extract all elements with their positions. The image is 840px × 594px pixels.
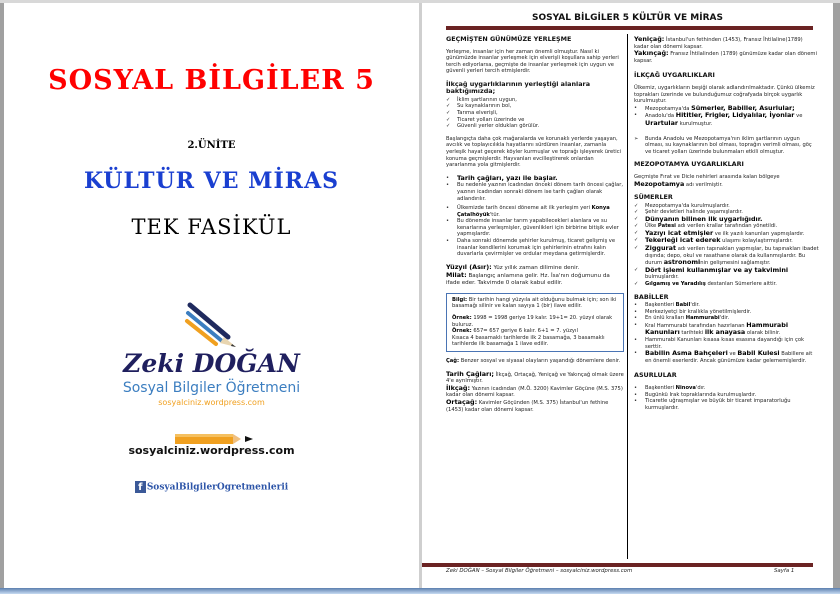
author-site: sosyalciniz.wordpress.com <box>158 398 265 407</box>
para-cag: Çağ: Benzer sosyal ve siyasal olayların yaşandığı dönemlere denir. <box>446 358 621 364</box>
list-item: ✓ İklim şartlarının uygun, <box>446 96 517 103</box>
bullet-icon: • <box>446 182 450 189</box>
list-item: • Ülkemizde tarih öncesi döneme ait ilk yerleşim yeri Konya Çatalhöyük'tür. <box>446 205 610 218</box>
list-item: • Babilin Asma Bahçeleri ve Babil Kulesi Babillere ait en önemli eserlerdir. Ancak günümüze kadar gelememişlerdir. <box>634 349 813 364</box>
list-item: ✓ Dört işlemi kullanmışlar ve ay takvimini bulmuşlardır. <box>634 265 789 281</box>
check-icon: ✓ <box>446 96 451 103</box>
bullet-icon: • <box>634 315 638 322</box>
list-item: ✓ Şehir devletleri halinde yaşamışlardır. <box>634 209 743 216</box>
heading-ilkcag-civ: İLKÇAĞ UYGARLIKLARI <box>634 71 715 80</box>
facebook-link[interactable] <box>4 481 419 493</box>
list-item: ✓ Güvenli yerler oldukları görülür. <box>446 123 540 130</box>
column-left <box>446 36 624 419</box>
bullet-icon: • <box>446 174 450 181</box>
arrow-list <box>634 136 819 156</box>
bullet-icon: • <box>634 308 638 315</box>
bullet-icon: • <box>634 104 638 111</box>
bullet-icon: • <box>634 321 638 328</box>
heading-ilkcag-areas: İlkçağ uygarlıklarının yerleştiği alanlara baktığımızda; <box>446 79 591 96</box>
check-icon: ✓ <box>634 266 639 273</box>
list-item: ✓ Tarıma elverişli, <box>446 109 498 116</box>
list-item: ✓ Ticaret yolları üzerinde ve <box>446 116 525 123</box>
check-icon: ✓ <box>634 237 639 244</box>
list-item: ✓ Gılgamış ve Yaradılış destanları Sümerlere aittir. <box>634 281 777 288</box>
list-item: ✓ Tekerleği icat ederek ulaşımı kolaylaştırmışlardır. <box>634 236 793 245</box>
para-caves: Başlangıçta daha çok mağaralarda ve korunaklı yerlerde yaşayan, avcılık ve toplayıcılıkla hayatlarını sürdüren insanlar, zamanla yerleşik hayat geçerek köyler kurmuşlar ve toprağı işleyerek üretici konuma geçmişlerdir. Hayvanları evcilleştirerek onlardan yararlanma yola gitmişlerdir. <box>446 135 621 169</box>
heading-mesopotamia: MEZOPOTAMYA UYGARLIKLARI <box>634 160 744 169</box>
heading-babil: BABİLLER <box>634 292 669 301</box>
para-century-milat: Yüzyıl (Asır): Yüz yıllık zaman dilimine denir. Milat: Başlangıç anlamına gelir. Hz. İsa'nın doğumunu da ifade eder. Takvimde 0 olarak kabul edilir. <box>446 262 610 286</box>
facebook-icon: f <box>135 481 146 493</box>
list-item: • Daha sonraki dönemde şehirler kurulmuş, ticaret gelişmiş ve insanlar kendilerini korumak için şehirlerinin etrafını kalın duvarlarla çevirmişler ve ordular meydana getirmişlerdir. <box>446 238 616 258</box>
list-item: ✓ Su kaynaklarının bol, <box>446 103 512 110</box>
bullet-list-history <box>446 175 624 202</box>
facebook-page-name: SosyalBilgilerOgretmenlerii <box>146 482 289 493</box>
check-icon: ✓ <box>634 229 639 236</box>
list-item: • Mezopotamya'da Sümerler, Babiller, Asurlular; <box>634 103 795 112</box>
bullet-list-civ <box>634 105 819 128</box>
site-link[interactable]: sosyalciniz.wordpress.com <box>128 444 295 457</box>
arrow-icon: ➢ <box>634 135 639 142</box>
check-icon: ✓ <box>634 223 639 230</box>
list-item: ✓ Ülke Patesi adı verilen krallar tarafından yönetildi. <box>634 223 778 230</box>
info-box: Bilgi: Bir tarihin hangi yüzyıla ait olduğunu bulmak için; son iki basamağı silinir ve kalan sayıya 1 (bir) ilave edilir. Örnek: 1998 = 1998 geriye 19 kalır. 19+1= 20. yüzyıl olarak buluruz. Örnek: 657= 657 geriye 6 kalır. 6+1 = 7. yüzyıl Kısaca 4 basamaklı tarihlerde ilk 2 basamağa, 3 basamaklı tarihlerde ilk basamağa 1 ilave edilir. <box>446 293 624 352</box>
list-item: • Anadolu'da Hititler, Frigler, Lidyalılar, İyonlar ve Urartular kurulmuştur. <box>634 111 803 127</box>
bullet-list-settlement <box>446 205 624 258</box>
para-civ: Ülkemiz, uygarlıkların beşiği olarak adlandırılmaktadır. Çünkü ülkemiz toprakları üzerinde ve bulunduğumuz coğrafyada birçok uygarlık kurulmuştur. <box>634 84 815 105</box>
check-icon: ✓ <box>634 215 639 222</box>
cover-fascicle: TEK FASİKÜL <box>131 215 292 239</box>
list-item: ✓ Dünyanın bilinen ilk uygarlığıdır. <box>634 214 763 223</box>
bullet-icon: • <box>446 218 450 225</box>
list-item: ✓ Mezopotamya'da kurulmuşlardır. <box>634 202 730 209</box>
check-list <box>446 97 624 130</box>
check-icon: ✓ <box>446 116 451 123</box>
bullet-icon: • <box>446 205 450 212</box>
check-icon: ✓ <box>634 209 639 216</box>
page-footer: Zeki DOĞAN – Sosyal Bilgiler Öğretmeni – sosyalciniz.wordpress.com <box>446 568 633 574</box>
para-mesopotamia: Geçmişte Fırat ve Dicle nehirleri arasında kalan bölgeye Mezopotamya adı verilmiştir. <box>634 173 780 188</box>
author-name: Zeki DOĞAN <box>123 349 300 378</box>
pencil-logo-icon <box>184 301 244 351</box>
list-item: • Bu nedenle yazının icadından önceki dönem tarih öncesi çağlar, yazının icadından sonraki dönem ise tarih çağları olarak adlandırılır. <box>446 182 624 202</box>
content-page <box>422 3 833 588</box>
check-icon: ✓ <box>634 245 639 252</box>
list-item: • Tarih çağları, yazı ile başlar. <box>446 173 558 182</box>
bullet-icon: • <box>634 337 638 343</box>
babil-list <box>634 302 819 364</box>
bullet-icon: • <box>446 238 450 245</box>
list-item: • Başkentleri Babil'dir. <box>634 302 700 309</box>
list-item: • Bu dönemde insanlar tarım yapabilecekleri alanlara ve su kenarlarına yerleşmişler, güvenlikleri için birbirine bitişik evler yapmışlardır. <box>446 218 619 238</box>
heading-sumer: SÜMERLER <box>634 193 673 202</box>
list-item: • Bugünkü Irak topraklarında kurulmuşlardır. <box>634 391 757 398</box>
header-rule <box>446 26 813 30</box>
author-role: Sosyal Bilgiler Öğretmeni <box>122 380 301 396</box>
list-item: ✓ Yazıyı icat etmişler ve ilk yazılı kanunları yapmışlardır. <box>634 228 805 237</box>
para-settlement: Yerleşme, insanlar için her zaman önemli olmuştur. Nasıl ki günümüzde insanlar yerleşmek için elverişli koşullara sahip yerleri tercih ediyorlarsa, geçmişte de insanlar yerleşmek için uygun ve güvenli yerleri tercih etmişlerdir. <box>446 48 619 75</box>
list-item: • Kral Hammurabi tarafından hazırlanan Hammurabi Kanunları tarihteki ilk anayasa olarak bilinir. <box>634 320 789 337</box>
para-ages: Tarih Çağları; İlkçağ, Ortaçağ, Yeniçağ ve Yakınçağ olmak üzere 4'e ayrılmıştır. İlkçağ: Yazının icadından (M.Ö. 3200) Kavimler Göçüne (M.S. 375) kadar olan dönemi kapsar. Ortaçağ: Kavimler Göçünden (M.S. 375) İstanbul'un fethine (1453) kadar olan dönemi kapsar. <box>446 369 624 413</box>
cover-title: SOSYAL BİLGİLER 5 <box>48 65 375 96</box>
list-item: • Merkeziyetçi bir krallıkla yönetilmişlerdir. <box>634 308 752 315</box>
heading-settlement: GEÇMİŞTEN GÜNÜMÜZE YERLEŞME <box>446 35 572 43</box>
bullet-icon: • <box>634 112 638 119</box>
list-item: • Hammurabi Kanunları kısasa kısas esasına dayandığı için çok serttir. <box>634 337 805 350</box>
bullet-icon: • <box>634 350 638 357</box>
bullet-icon: • <box>634 391 638 398</box>
list-item: • En ünlü kralları Hammurabi'dir. <box>634 315 730 322</box>
page-header: SOSYAL BİLGİLER 5 KÜLTÜR VE MİRAS <box>532 13 723 23</box>
cover-unit: 2.ÜNİTE <box>187 140 236 151</box>
bullet-icon: • <box>634 398 638 405</box>
bullet-icon: • <box>634 384 638 391</box>
heading-asur: ASURLULAR <box>634 371 677 380</box>
list-item: • Başkentleri Ninova'dır. <box>634 384 706 391</box>
check-icon: ✓ <box>446 123 451 130</box>
column-right <box>634 36 819 417</box>
check-icon: ✓ <box>634 281 639 288</box>
check-icon: ✓ <box>634 202 639 209</box>
asur-list <box>634 385 819 411</box>
bullet-icon: • <box>634 302 638 309</box>
check-icon: ✓ <box>446 103 451 110</box>
list-item: • Ticaretle uğraşmışlar ve büyük bir ticaret imparatorluğu kurmuşlardır. <box>634 398 791 411</box>
list-item: ➢ Bunda Anadolu ve Mezopotamya'nın iklim şartlarının uygun olması, su kaynaklarının bol olması, toprağın verimli olması, göç ve ticaret yolları üzerinde bulunmaları etkili olmuştur. <box>634 135 812 155</box>
cover-subtitle: KÜLTÜR VE MİRAS <box>83 168 340 194</box>
footer-rule <box>422 563 813 567</box>
viewer-bottom-bar <box>0 588 840 594</box>
check-icon: ✓ <box>446 109 451 116</box>
page-number: Sayfa 1 <box>774 568 795 574</box>
sumer-list <box>634 203 819 288</box>
para-new-ages: Yeniçağ: İstanbul'un fethinden (1453), Fransız İhtilaline(1789) kadar olan dönemi kapsar. Yakınçağ: Fransız İhtilalinden (1789) günümüze kadar olan dönemi kapsar. <box>634 35 817 64</box>
list-item: ✓ Ziggurat adı verilen tapınakları yapmışlar, bu tapınakları ibadet dışında; depo, okul ve rasathane olarak da kullanmışlardır. Bu durum astronominin gelişmesini sağlamıştır. <box>634 244 819 267</box>
cover-page <box>4 3 419 588</box>
column-separator <box>627 34 628 559</box>
